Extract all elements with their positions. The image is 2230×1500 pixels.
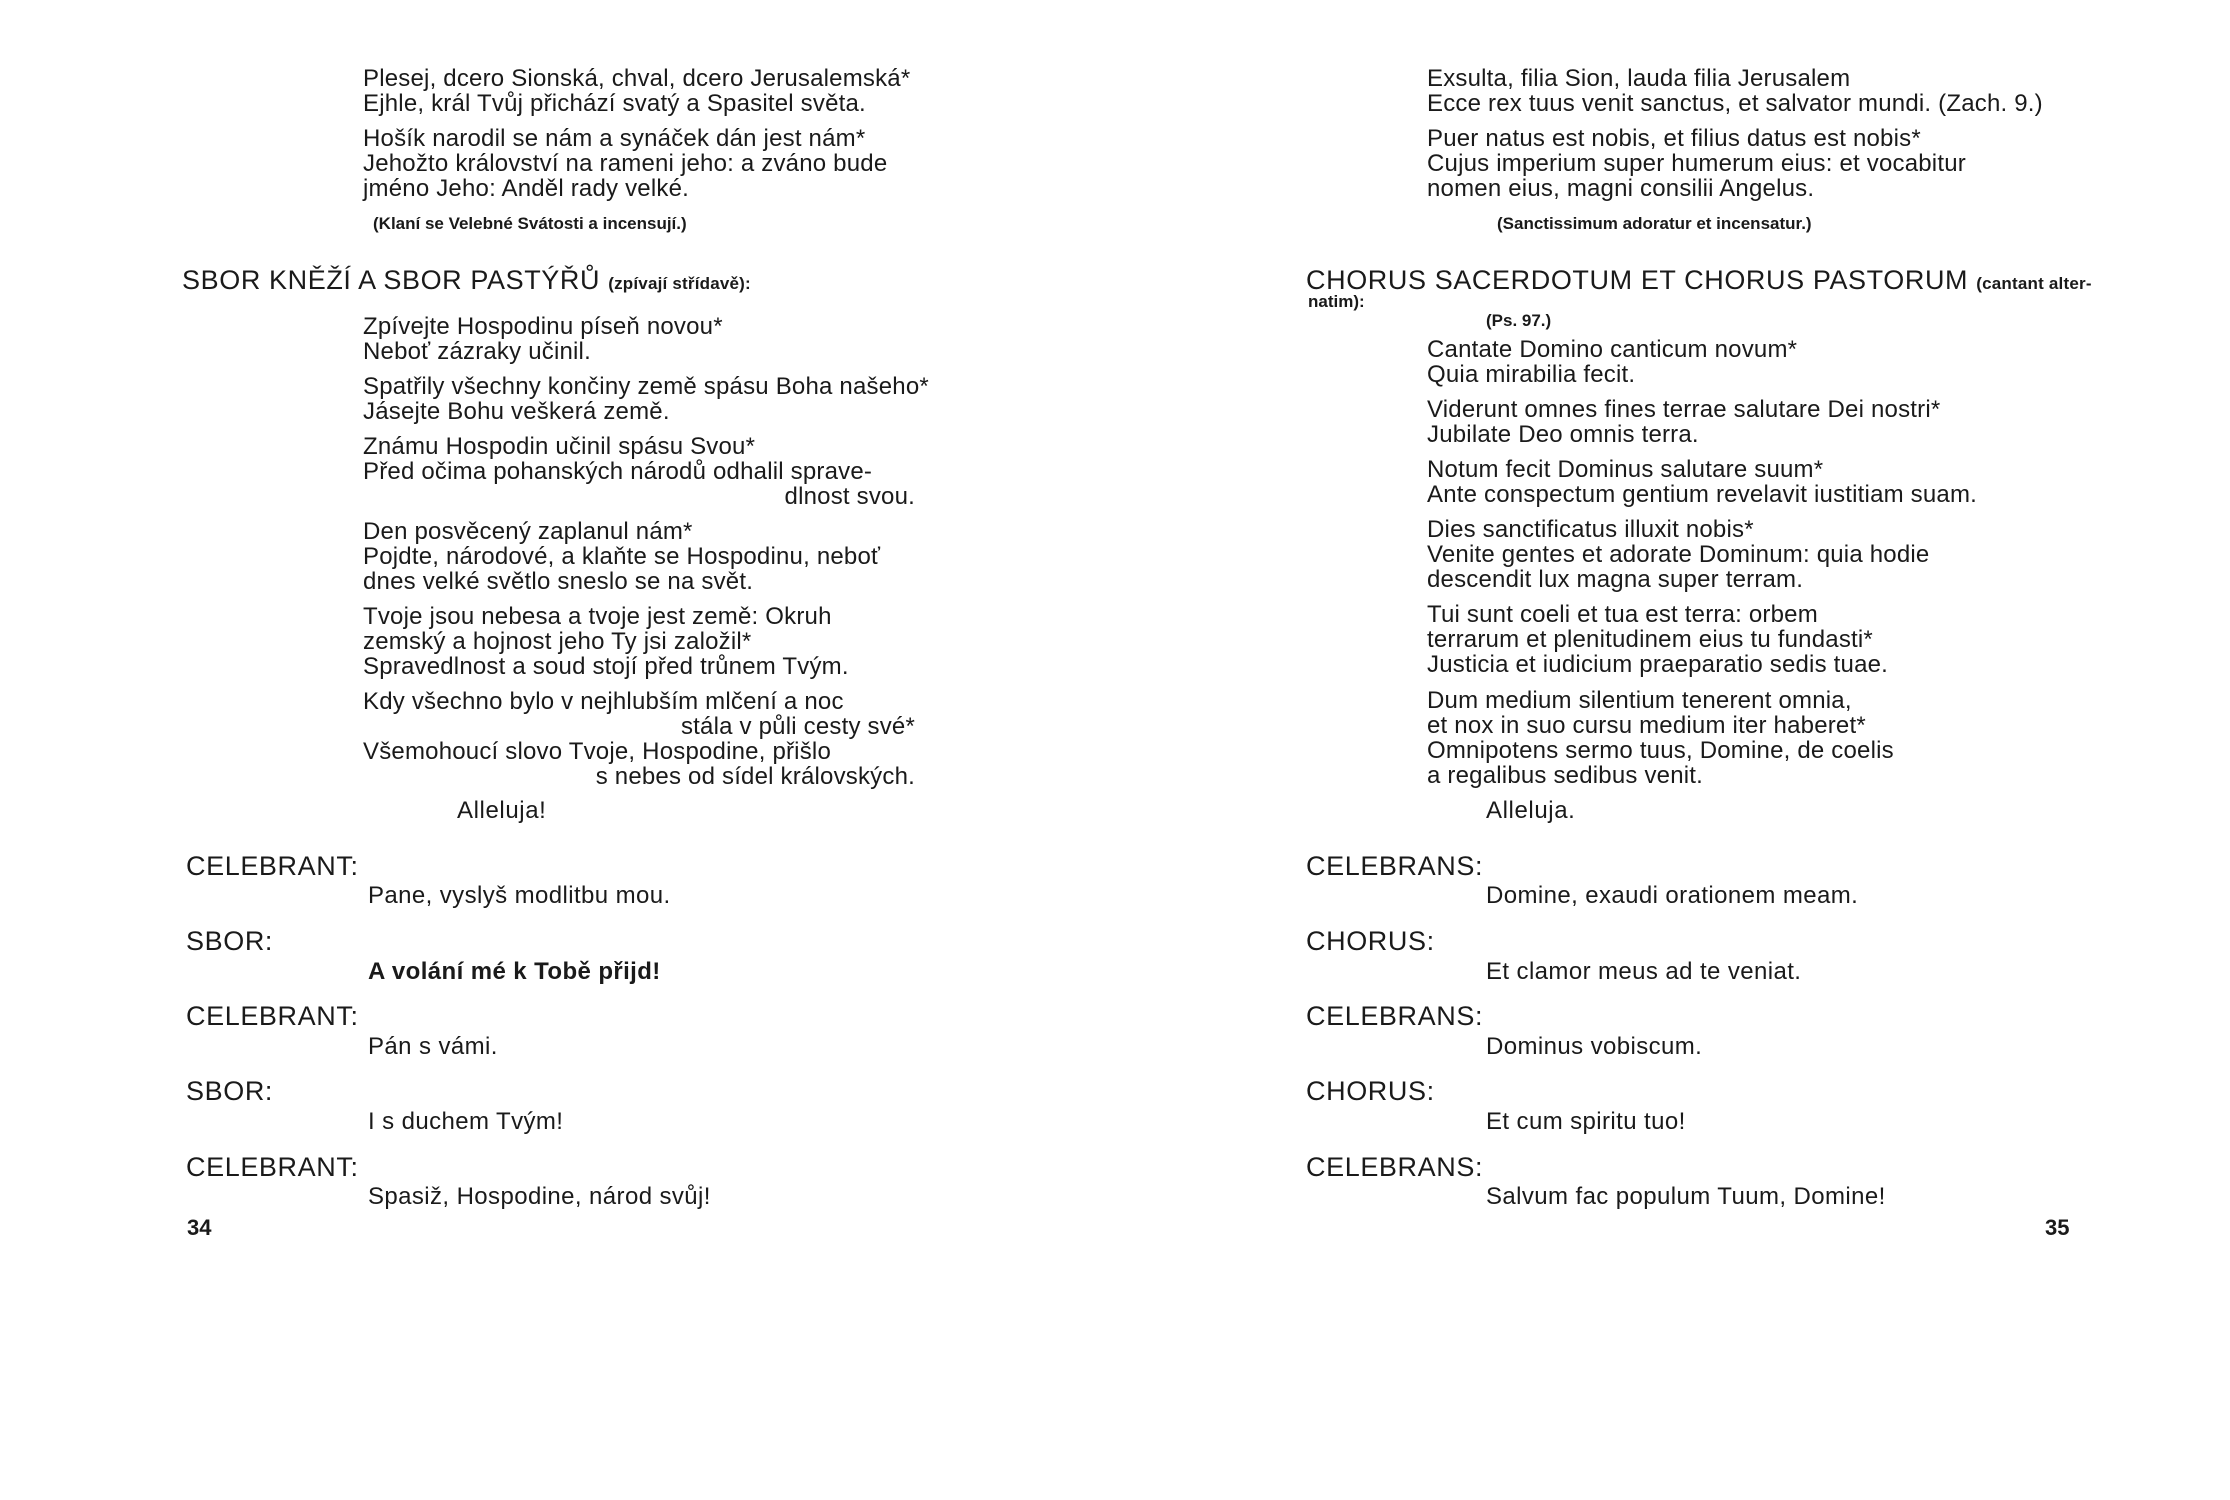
verse-line: Viderunt omnes fines terrae salutare Dei nostri* — [1427, 396, 1941, 423]
verse-block — [363, 434, 943, 509]
dialogue-text: Pane, vyslyš modlitbu mou. — [368, 882, 671, 909]
verse-line: nomen eius, magni consilii Angelus. — [1427, 175, 1815, 202]
verse-line: Zpívejte Hospodinu píseň novou* — [363, 313, 723, 340]
verse-block — [1427, 337, 1797, 387]
verse-block — [1427, 688, 1894, 788]
choir-heading-note: (zpívají střídavě): — [608, 274, 751, 293]
verse-line: jméno Jeho: Anděl rady velké. — [363, 175, 689, 202]
verse-line: Dies sanctificatus illuxit nobis* — [1427, 516, 1754, 543]
verse-block — [1427, 397, 1940, 447]
alleluia: Alleluja. — [1486, 797, 1576, 824]
dialogue-role: SBOR: — [186, 1076, 274, 1106]
dialogue-role: CELEBRANT: — [186, 1152, 359, 1182]
verse-line: s nebes od sídel královských. — [595, 763, 915, 790]
verse-line: Tui sunt coeli et tua est terra: orbem — [1427, 601, 1818, 628]
rubric: (Sanctissimum adoratur et incensatur.) — [1497, 214, 1812, 233]
verse-line: Notum fecit Dominus salutare suum* — [1427, 456, 1824, 483]
verse-line: Hošík narodil se nám a synáček dán jest nám* — [363, 125, 866, 152]
verse-line: Quia mirabilia fecit. — [1427, 361, 1636, 388]
verse-block — [1427, 126, 1966, 201]
choir-heading-note-cont: natim): — [1308, 292, 1365, 311]
verse-line: Spravedlnost a soud stojí před trůnem Tvým. — [363, 653, 849, 680]
verse-block — [1427, 602, 1888, 677]
verse-line: zemský a hojnost jeho Ty jsi založil* — [363, 628, 752, 655]
dialogue-text: A volání mé k Tobě přijd! — [368, 958, 661, 985]
verse-line: Tvoje jsou nebesa a tvoje jest země: Okruh — [363, 603, 832, 630]
verse-block — [363, 374, 929, 424]
choir-heading-text: CHORUS SACERDOTUM ET CHORUS PASTORUM — [1306, 265, 1969, 295]
verse-line: Plesej, dcero Sionská, chval, dcero Jerusalemská* — [363, 65, 911, 92]
verse-line: Ejhle, král Tvůj přichází svatý a Spasitel světa. — [363, 90, 866, 117]
dialogue-role: CELEBRANS: — [1306, 1152, 1484, 1182]
right-page — [1115, 0, 2230, 1500]
verse-line: Jásejte Bohu veškerá země. — [363, 398, 670, 425]
verse-line: Puer natus est nobis, et filius datus est nobis* — [1427, 125, 1921, 152]
verse-line: terrarum et plenitudinem eius tu fundasti* — [1427, 626, 1873, 653]
verse-line: Všemohoucí slovo Tvoje, Hospodine, přišlo — [363, 738, 831, 765]
verse-line: Exsulta, filia Sion, lauda filia Jerusalem — [1427, 65, 1851, 92]
verse-line: Venite gentes et adorate Dominum: quia hodie — [1427, 541, 1930, 568]
verse-block — [363, 126, 887, 201]
verse-line: dlnost svou. — [784, 483, 915, 510]
verse-line: Ecce rex tuus venit sanctus, et salvator mundi. (Zach. 9.) — [1427, 90, 2043, 117]
verse-block — [1427, 517, 1929, 592]
choir-heading-note: (cantant alter- — [1976, 274, 2092, 293]
rubric: (Klaní se Velebné Svátosti a incensují.) — [373, 214, 687, 233]
dialogue-role: CELEBRANS: — [1306, 1001, 1484, 1031]
verse-block — [1427, 66, 2043, 116]
dialogue-role: CELEBRANT: — [186, 1001, 359, 1031]
verse-line: Před očima pohanských národů odhalil sprave- — [363, 458, 873, 485]
verse-line: a regalibus sedibus venit. — [1427, 762, 1704, 789]
dialogue-text: Dominus vobiscum. — [1486, 1033, 1703, 1060]
verse-line: Známu Hospodin učinil spásu Svou* — [363, 433, 756, 460]
verse-line: Cantate Domino canticum novum* — [1427, 336, 1798, 363]
verse-block — [363, 519, 880, 594]
dialogue-text: I s duchem Tvým! — [368, 1108, 564, 1135]
dialogue-text: Domine, exaudi orationem meam. — [1486, 882, 1859, 909]
choir-heading — [182, 265, 751, 296]
verse-line: et nox in suo cursu medium iter haberet* — [1427, 712, 1866, 739]
verse-block — [363, 314, 723, 364]
dialogue-text: Et cum spiritu tuo! — [1486, 1108, 1686, 1135]
verse-line: Dum medium silentium tenerent omnia, — [1427, 687, 1852, 714]
alleluia: Alleluja! — [457, 797, 547, 824]
verse-line: Neboť zázraky učinil. — [363, 338, 591, 365]
dialogue-role: CELEBRANT: — [186, 851, 359, 881]
verse-line: Den posvěcený zaplanul nám* — [363, 518, 693, 545]
verse-line: Jehožto království na rameni jeho: a zváno bude — [363, 150, 888, 177]
verse-line: Cujus imperium super humerum eius: et vocabitur — [1427, 150, 1966, 177]
page-number: 35 — [2045, 1215, 2070, 1240]
dialogue-role: CHORUS: — [1306, 1076, 1435, 1106]
dialogue-role: CELEBRANS: — [1306, 851, 1484, 881]
verse-line: Kdy všechno bylo v nejhlubším mlčení a noc — [363, 688, 844, 715]
verse-line: dnes velké světlo sneslo se na svět. — [363, 568, 754, 595]
verse-line: Jubilate Deo omnis terra. — [1427, 421, 1699, 448]
choir-heading-text: SBOR KNĚŽÍ A SBOR PASTÝŘŮ — [182, 265, 601, 295]
choir-heading — [1306, 265, 2092, 296]
verse-line: Justicia et iudicium praeparatio sedis tuae. — [1427, 651, 1889, 678]
verse-line: Spatřily všechny končiny země spásu Boha našeho* — [363, 373, 929, 400]
dialogue-text: Pán s vámi. — [368, 1033, 498, 1060]
psalm-reference: (Ps. 97.) — [1486, 311, 1552, 330]
verse-line: Ante conspectum gentium revelavit iustitiam suam. — [1427, 481, 1978, 508]
dialogue-role: CHORUS: — [1306, 926, 1435, 956]
verse-line: Omnipotens sermo tuus, Domine, de coelis — [1427, 737, 1894, 764]
verse-block — [363, 66, 910, 116]
verse-block — [363, 604, 849, 679]
verse-block — [1427, 457, 1977, 507]
verse-line: descendit lux magna super terram. — [1427, 566, 1804, 593]
verse-line: Pojdte, národové, a klaňte se Hospodinu, neboť — [363, 543, 881, 570]
verse-block — [363, 689, 943, 789]
dialogue-text: Salvum fac populum Tuum, Domine! — [1486, 1183, 1886, 1210]
page-number: 34 — [187, 1215, 212, 1240]
verse-line: stála v půli cesty své* — [680, 713, 915, 740]
dialogue-text: Et clamor meus ad te veniat. — [1486, 958, 1802, 985]
dialogue-role: SBOR: — [186, 926, 274, 956]
dialogue-text: Spasiž, Hospodine, národ svůj! — [368, 1183, 711, 1210]
